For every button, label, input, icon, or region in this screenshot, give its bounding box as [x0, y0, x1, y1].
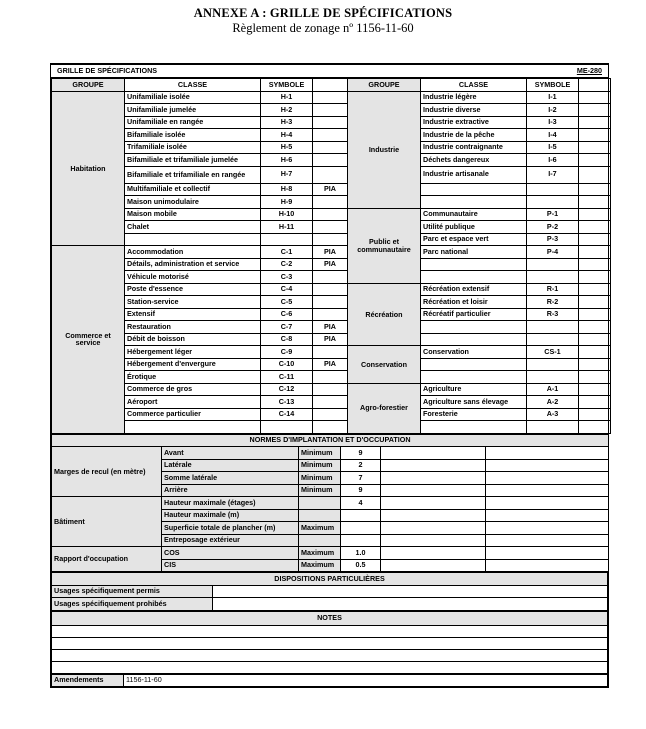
class-symbol: H-4	[261, 129, 313, 142]
class-blank	[579, 104, 611, 117]
class-symbol: I-7	[527, 166, 579, 183]
class-row	[52, 283, 611, 296]
class-blank	[579, 154, 611, 167]
class-pia	[313, 346, 348, 359]
class-label: Récréation extensif	[421, 283, 527, 296]
norme-label: Hauteur maximale (étages)	[162, 497, 299, 510]
class-pia	[313, 408, 348, 421]
notes-line	[52, 625, 608, 637]
class-pia	[313, 421, 348, 434]
class-pia: PIA	[313, 321, 348, 334]
class-row	[52, 183, 611, 196]
col-symbole-right: SYMBOLE	[527, 79, 579, 92]
class-symbol: H-1	[261, 91, 313, 104]
norme-label: Hauteur maximale (m)	[162, 509, 299, 522]
class-pia	[313, 104, 348, 117]
class-symbol: C-8	[261, 333, 313, 346]
class-symbol	[527, 358, 579, 371]
dispositions-title: DISPOSITIONS PARTICULIÈRES	[52, 573, 608, 586]
class-label: Hébergement léger	[125, 346, 261, 359]
class-label: Érotique	[125, 371, 261, 384]
class-label: Véhicule motorisé	[125, 271, 261, 284]
class-symbol	[527, 371, 579, 384]
class-row	[52, 421, 611, 434]
norme-label: Superficie totale de plancher (m)	[162, 522, 299, 535]
norme-label: Entreposage extérieur	[162, 534, 299, 547]
class-blank	[579, 321, 611, 334]
classes-table	[51, 78, 611, 434]
class-label: Commerce de gros	[125, 383, 261, 396]
class-row	[52, 233, 611, 246]
class-symbol: C-1	[261, 246, 313, 259]
class-blank	[579, 166, 611, 183]
class-blank	[579, 129, 611, 142]
class-label: Industrie légère	[421, 91, 527, 104]
class-blank	[579, 421, 611, 434]
dispositions-table	[51, 572, 608, 611]
norme-value: 7	[341, 472, 381, 485]
class-symbol: I-5	[527, 141, 579, 154]
class-label	[125, 233, 261, 246]
class-row	[52, 333, 611, 346]
class-row	[52, 371, 611, 384]
norme-label: Somme latérale	[162, 472, 299, 485]
class-symbol	[527, 271, 579, 284]
class-blank	[579, 396, 611, 409]
class-symbol: H-6	[261, 154, 313, 167]
class-pia	[313, 129, 348, 142]
class-label: Maison unimodulaire	[125, 196, 261, 209]
class-symbol: H-11	[261, 221, 313, 234]
class-pia	[313, 91, 348, 104]
norme-label: CIS	[162, 559, 299, 572]
class-label: Bifamiliale et trifamiliale en rangée	[125, 166, 261, 183]
class-blank	[579, 258, 611, 271]
norme-blank	[486, 522, 609, 535]
norme-row	[52, 447, 609, 460]
norme-blank	[486, 497, 609, 510]
group-public: Public et communautaire	[348, 208, 421, 283]
class-symbol: I-6	[527, 154, 579, 167]
class-blank	[579, 333, 611, 346]
group-recreation: Récréation	[348, 283, 421, 346]
class-label: Industrie extractive	[421, 116, 527, 129]
class-pia: PIA	[313, 258, 348, 271]
amendements-table	[51, 674, 608, 688]
grid-title-table	[51, 64, 608, 78]
class-row	[52, 296, 611, 309]
class-symbol: I-4	[527, 129, 579, 142]
norme-row	[52, 547, 609, 560]
class-pia	[313, 233, 348, 246]
class-label: Hébergement d'envergure	[125, 358, 261, 371]
class-label: Agriculture sans élevage	[421, 396, 527, 409]
class-label: Accommodation	[125, 246, 261, 259]
norme-type	[299, 534, 341, 547]
norme-row	[52, 497, 609, 510]
grid-title: GRILLE DE SPÉCIFICATIONS	[51, 65, 540, 78]
class-symbol: H-2	[261, 104, 313, 117]
class-symbol	[527, 421, 579, 434]
group-commerce: Commerce et service	[52, 246, 125, 434]
class-row	[52, 346, 611, 359]
class-symbol: R-3	[527, 308, 579, 321]
notes-table	[51, 611, 608, 674]
norme-value	[341, 522, 381, 535]
class-symbol: P-4	[527, 246, 579, 259]
class-symbol: R-2	[527, 296, 579, 309]
class-blank	[579, 383, 611, 396]
norme-value	[341, 534, 381, 547]
class-label	[125, 421, 261, 434]
class-pia	[313, 283, 348, 296]
class-blank	[579, 116, 611, 129]
class-blank	[579, 296, 611, 309]
class-pia	[313, 308, 348, 321]
class-symbol: C-11	[261, 371, 313, 384]
norme-type: Minimum	[299, 447, 341, 460]
class-blank	[579, 221, 611, 234]
norme-blank	[381, 559, 486, 572]
class-row	[52, 396, 611, 409]
normes-table	[51, 434, 609, 573]
class-pia	[313, 208, 348, 221]
class-pia	[313, 116, 348, 129]
class-label: Industrie contraignante	[421, 141, 527, 154]
class-label: Bifamiliale isolée	[125, 129, 261, 142]
notes-line	[52, 649, 608, 661]
class-label: Débit de boisson	[125, 333, 261, 346]
norme-blank	[486, 459, 609, 472]
class-label: Multifamiliale et collectif	[125, 183, 261, 196]
class-label: Détails, administration et service	[125, 258, 261, 271]
class-row	[52, 141, 611, 154]
class-pia	[313, 271, 348, 284]
class-blank	[579, 371, 611, 384]
norme-blank	[381, 522, 486, 535]
norme-value: 9	[341, 484, 381, 497]
norme-blank	[381, 497, 486, 510]
norme-type: Maximum	[299, 559, 341, 572]
norme-value: 4	[341, 497, 381, 510]
annex-title: ANNEXE A : GRILLE DE SPÉCIFICATIONS	[193, 6, 453, 20]
class-label	[421, 358, 527, 371]
norme-blank	[486, 472, 609, 485]
norme-type: Minimum	[299, 484, 341, 497]
class-label	[421, 196, 527, 209]
class-row	[52, 321, 611, 334]
normes-title: NORMES D'IMPLANTATION ET D'OCCUPATION	[52, 434, 609, 447]
class-label: Industrie artisanale	[421, 166, 527, 183]
notes-line	[52, 661, 608, 673]
rapport-group: Rapport d'occupation	[52, 547, 162, 572]
class-label: Parc et espace vert	[421, 233, 527, 246]
marges-group: Marges de recul (en mètre)	[52, 447, 162, 497]
norme-blank	[381, 447, 486, 460]
norme-label: Arrière	[162, 484, 299, 497]
class-label: Chalet	[125, 221, 261, 234]
class-row	[52, 308, 611, 321]
class-label: Récréation et loisir	[421, 296, 527, 309]
class-blank	[579, 196, 611, 209]
class-label: Industrie diverse	[421, 104, 527, 117]
norme-value: 1.0	[341, 547, 381, 560]
class-label: Agriculture	[421, 383, 527, 396]
class-label: Utilité publique	[421, 221, 527, 234]
col-groupe-left: GROUPE	[52, 79, 125, 92]
bylaw-subtitle: Règlement de zonage nº 1156-11-60	[232, 21, 414, 35]
col-blank-right	[579, 79, 611, 92]
class-blank	[579, 346, 611, 359]
class-label	[421, 333, 527, 346]
class-blank	[579, 208, 611, 221]
class-symbol: C-10	[261, 358, 313, 371]
class-symbol: C-7	[261, 321, 313, 334]
norme-label: Latérale	[162, 459, 299, 472]
norme-blank	[486, 559, 609, 572]
class-label: Récréatif particulier	[421, 308, 527, 321]
norme-value: 0.5	[341, 559, 381, 572]
class-row	[52, 208, 611, 221]
class-symbol: I-2	[527, 104, 579, 117]
class-label: Maison mobile	[125, 208, 261, 221]
class-symbol: C-4	[261, 283, 313, 296]
class-blank	[579, 308, 611, 321]
norme-type: Minimum	[299, 472, 341, 485]
norme-blank	[381, 484, 486, 497]
norme-blank	[486, 484, 609, 497]
class-label	[421, 258, 527, 271]
class-symbol: C-12	[261, 383, 313, 396]
norme-blank	[381, 534, 486, 547]
class-label	[421, 321, 527, 334]
class-pia: PIA	[313, 183, 348, 196]
class-pia	[313, 154, 348, 167]
class-blank	[579, 91, 611, 104]
class-symbol: A-2	[527, 396, 579, 409]
spec-grid-sheet	[50, 63, 609, 688]
class-label: Poste d'essence	[125, 283, 261, 296]
class-label: Trifamiliale isolée	[125, 141, 261, 154]
class-symbol: C-5	[261, 296, 313, 309]
class-pia	[313, 141, 348, 154]
class-symbol	[527, 333, 579, 346]
batiment-group: Bâtiment	[52, 497, 162, 547]
class-pia	[313, 166, 348, 183]
class-label	[421, 271, 527, 284]
zone-code: ME-280	[540, 65, 608, 78]
col-groupe-right: GROUPE	[348, 79, 421, 92]
class-label: Station-service	[125, 296, 261, 309]
class-blank	[579, 408, 611, 421]
norme-type: Minimum	[299, 459, 341, 472]
class-row	[52, 154, 611, 167]
class-label: Unifamiliale isolée	[125, 91, 261, 104]
class-label: Unifamiliale en rangée	[125, 116, 261, 129]
class-pia: PIA	[313, 246, 348, 259]
col-blank-left	[313, 79, 348, 92]
class-label	[421, 421, 527, 434]
class-symbol	[527, 183, 579, 196]
col-symbole-left: SYMBOLE	[261, 79, 313, 92]
norme-blank	[486, 534, 609, 547]
class-blank	[579, 246, 611, 259]
norme-value: 9	[341, 447, 381, 460]
class-symbol: CS-1	[527, 346, 579, 359]
class-symbol: C-9	[261, 346, 313, 359]
class-symbol: C-6	[261, 308, 313, 321]
class-pia: PIA	[313, 333, 348, 346]
norme-value	[341, 509, 381, 522]
norme-blank	[486, 509, 609, 522]
class-blank	[579, 271, 611, 284]
class-label: Unifamiliale jumelée	[125, 104, 261, 117]
class-label: Restauration	[125, 321, 261, 334]
class-row	[52, 408, 611, 421]
class-symbol	[261, 421, 313, 434]
col-classe-right: CLASSE	[421, 79, 527, 92]
class-label: Commerce particulier	[125, 408, 261, 421]
norme-type	[299, 509, 341, 522]
class-row	[52, 104, 611, 117]
norme-type: Maximum	[299, 522, 341, 535]
notes-title: NOTES	[52, 611, 608, 625]
class-row	[52, 358, 611, 371]
class-pia	[313, 371, 348, 384]
norme-blank	[381, 472, 486, 485]
class-blank	[579, 141, 611, 154]
class-label	[421, 183, 527, 196]
class-symbol: C-14	[261, 408, 313, 421]
usages-prohibes-label: Usages spécifiquement prohibés	[52, 598, 213, 611]
norme-blank	[486, 447, 609, 460]
class-pia	[313, 196, 348, 209]
class-blank	[579, 283, 611, 296]
norme-label: Avant	[162, 447, 299, 460]
class-row	[52, 246, 611, 259]
group-conservation: Conservation	[348, 346, 421, 384]
norme-type	[299, 497, 341, 510]
class-label: Extensif	[125, 308, 261, 321]
class-symbol: I-3	[527, 116, 579, 129]
class-blank	[579, 233, 611, 246]
class-row	[52, 166, 611, 183]
class-row	[52, 91, 611, 104]
group-agro: Agro-forestier	[348, 383, 421, 433]
class-row	[52, 383, 611, 396]
group-habitation: Habitation	[52, 91, 125, 246]
class-label	[421, 371, 527, 384]
class-symbol: H-9	[261, 196, 313, 209]
class-label: Communautaire	[421, 208, 527, 221]
class-row	[52, 271, 611, 284]
class-symbol: H-10	[261, 208, 313, 221]
class-symbol: C-3	[261, 271, 313, 284]
norme-blank	[486, 547, 609, 560]
class-symbol: H-7	[261, 166, 313, 183]
class-pia	[313, 296, 348, 309]
class-label: Parc national	[421, 246, 527, 259]
class-symbol: H-3	[261, 116, 313, 129]
norme-label: COS	[162, 547, 299, 560]
norme-type: Maximum	[299, 547, 341, 560]
class-row	[52, 258, 611, 271]
norme-blank	[381, 547, 486, 560]
class-pia	[313, 221, 348, 234]
class-symbol: I-1	[527, 91, 579, 104]
class-blank	[579, 358, 611, 371]
class-symbol	[527, 196, 579, 209]
notes-line	[52, 637, 608, 649]
class-label: Conservation	[421, 346, 527, 359]
class-pia	[313, 396, 348, 409]
class-symbol: A-1	[527, 383, 579, 396]
class-label: Bifamiliale et trifamiliale jumelée	[125, 154, 261, 167]
class-symbol: P-2	[527, 221, 579, 234]
class-label: Foresterie	[421, 408, 527, 421]
class-label: Industrie de la pêche	[421, 129, 527, 142]
usages-permis-label: Usages spécifiquement permis	[52, 585, 213, 598]
norme-blank	[381, 509, 486, 522]
class-symbol: R-1	[527, 283, 579, 296]
class-label: Déchets dangereux	[421, 154, 527, 167]
norme-value: 2	[341, 459, 381, 472]
class-symbol: A-3	[527, 408, 579, 421]
class-symbol	[527, 258, 579, 271]
class-symbol: C-13	[261, 396, 313, 409]
usages-prohibes-value	[213, 598, 608, 611]
amendements-value: 1156-11-60	[124, 674, 608, 687]
class-row	[52, 116, 611, 129]
class-row	[52, 196, 611, 209]
class-pia	[313, 383, 348, 396]
class-pia: PIA	[313, 358, 348, 371]
class-symbol	[261, 233, 313, 246]
class-row	[52, 129, 611, 142]
class-symbol	[527, 321, 579, 334]
amendements-label: Amendements	[52, 674, 124, 687]
class-symbol: P-3	[527, 233, 579, 246]
class-label: Aéroport	[125, 396, 261, 409]
class-symbol: H-5	[261, 141, 313, 154]
norme-blank	[381, 459, 486, 472]
class-symbol: P-1	[527, 208, 579, 221]
group-industrie: Industrie	[348, 91, 421, 208]
class-row	[52, 221, 611, 234]
class-blank	[579, 183, 611, 196]
class-symbol: H-8	[261, 183, 313, 196]
usages-permis-value	[213, 585, 608, 598]
class-symbol: C-2	[261, 258, 313, 271]
col-classe-left: CLASSE	[125, 79, 261, 92]
